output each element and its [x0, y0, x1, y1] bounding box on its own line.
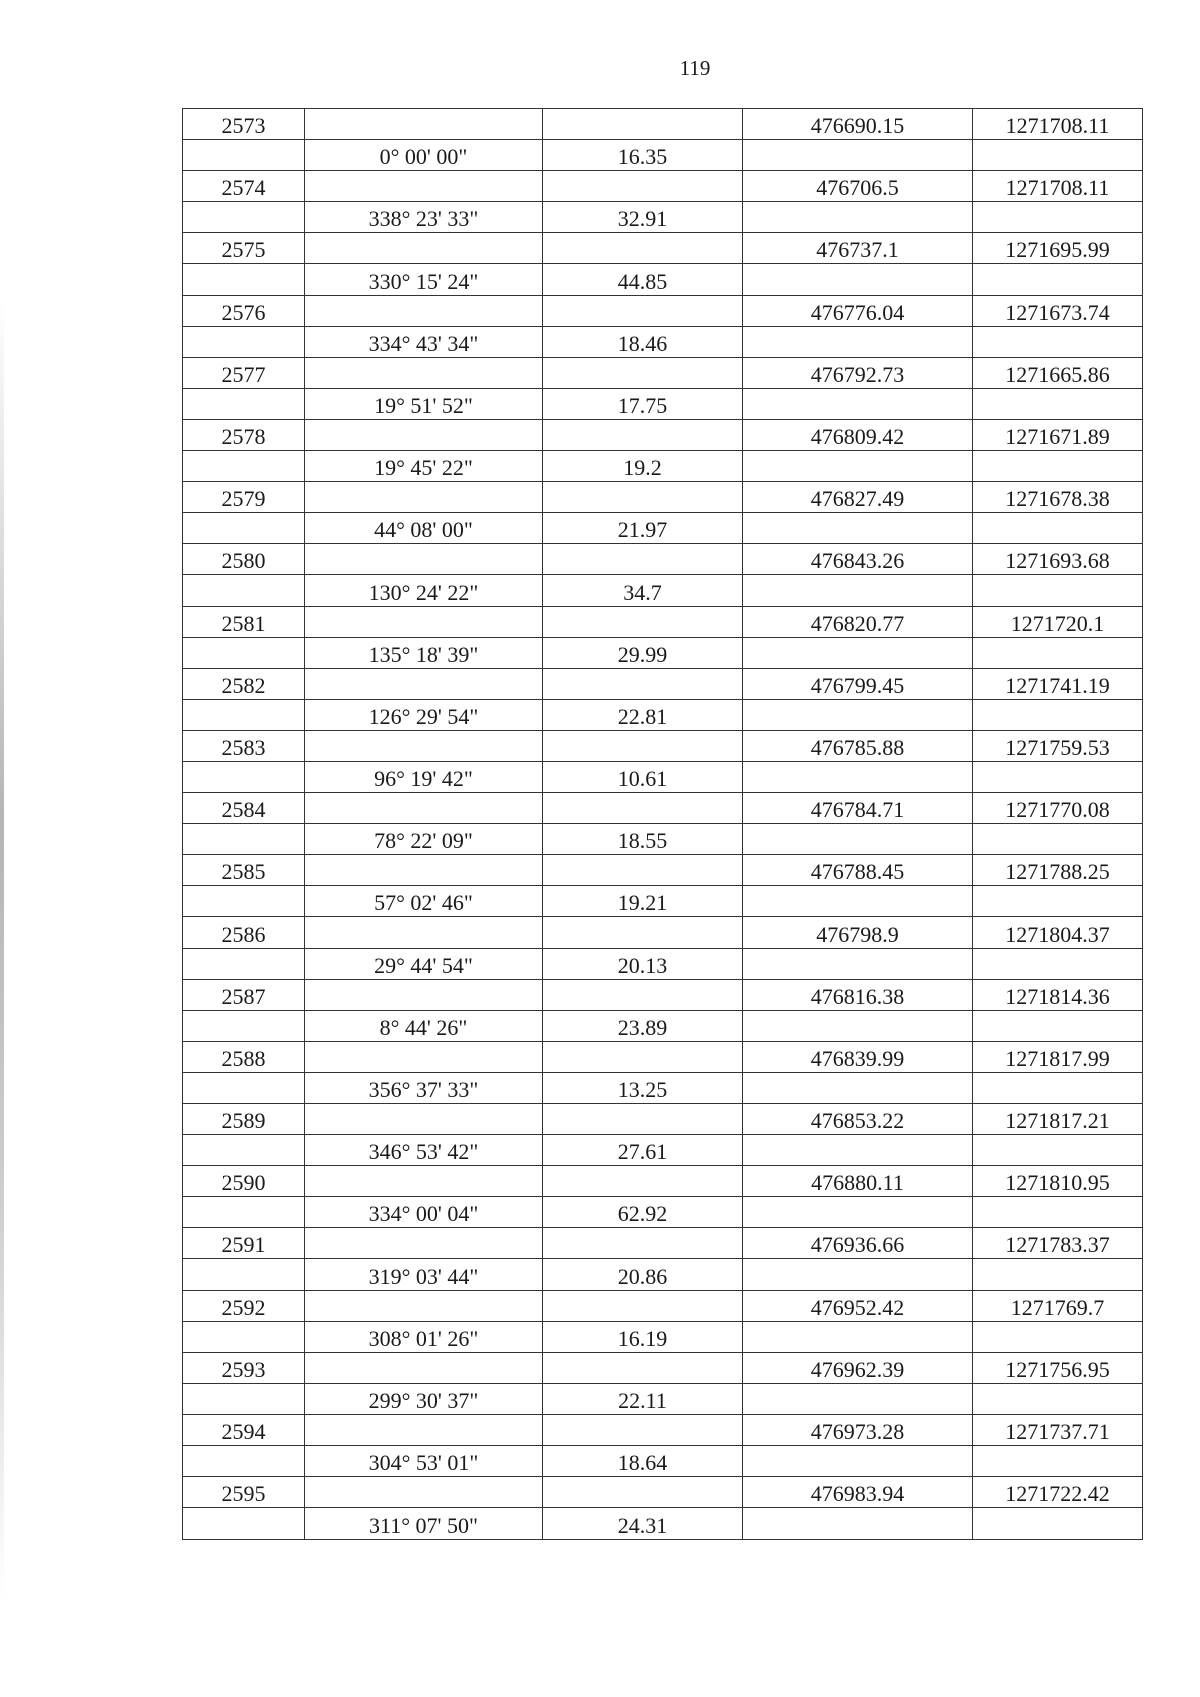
empty-cell	[183, 761, 305, 792]
empty-cell	[305, 668, 543, 699]
distance-cell: 16.35	[543, 140, 743, 171]
empty-cell	[973, 886, 1143, 917]
bearing-cell: 334° 43' 34"	[305, 326, 543, 357]
northing-cell: 476792.73	[743, 357, 973, 388]
traverse-row	[183, 513, 1143, 544]
empty-cell	[183, 140, 305, 171]
empty-cell	[305, 1290, 543, 1321]
empty-cell	[543, 1414, 743, 1445]
empty-cell	[973, 1197, 1143, 1228]
northing-cell: 476853.22	[743, 1104, 973, 1135]
empty-cell	[183, 1508, 305, 1540]
empty-cell	[973, 326, 1143, 357]
scan-edge-shadow	[0, 300, 4, 1600]
empty-cell	[973, 1383, 1143, 1414]
station-row	[183, 1414, 1143, 1445]
station-row	[183, 171, 1143, 202]
empty-cell	[743, 699, 973, 730]
bearing-cell: 8° 44' 26"	[305, 1010, 543, 1041]
empty-cell	[305, 171, 543, 202]
northing-cell: 476776.04	[743, 295, 973, 326]
station-row	[183, 1352, 1143, 1383]
empty-cell	[543, 1477, 743, 1508]
empty-cell	[183, 1259, 305, 1290]
station-cell: 2595	[183, 1477, 305, 1508]
empty-cell	[743, 513, 973, 544]
empty-cell	[543, 357, 743, 388]
traverse-row	[183, 699, 1143, 730]
empty-cell	[305, 1104, 543, 1135]
empty-cell	[743, 1197, 973, 1228]
station-row	[183, 544, 1143, 575]
distance-cell: 10.61	[543, 761, 743, 792]
easting-cell: 1271678.38	[973, 482, 1143, 513]
empty-cell	[183, 388, 305, 419]
traverse-row	[183, 264, 1143, 295]
empty-cell	[973, 575, 1143, 606]
easting-cell: 1271737.71	[973, 1414, 1143, 1445]
traverse-row	[183, 388, 1143, 419]
distance-cell: 32.91	[543, 202, 743, 233]
northing-cell: 476936.66	[743, 1228, 973, 1259]
northing-cell: 476839.99	[743, 1041, 973, 1072]
northing-cell: 476827.49	[743, 482, 973, 513]
empty-cell	[743, 1259, 973, 1290]
easting-cell: 1271708.11	[973, 171, 1143, 202]
empty-cell	[183, 1010, 305, 1041]
empty-cell	[743, 1135, 973, 1166]
empty-cell	[305, 1352, 543, 1383]
empty-cell	[973, 140, 1143, 171]
bearing-cell: 0° 00' 00"	[305, 140, 543, 171]
distance-cell: 19.2	[543, 451, 743, 482]
empty-cell	[973, 264, 1143, 295]
easting-cell: 1271814.36	[973, 979, 1143, 1010]
table-body	[183, 109, 1143, 1540]
bearing-cell: 57° 02' 46"	[305, 886, 543, 917]
empty-cell	[973, 948, 1143, 979]
empty-cell	[305, 979, 543, 1010]
empty-cell	[973, 513, 1143, 544]
station-row	[183, 979, 1143, 1010]
empty-cell	[183, 948, 305, 979]
distance-cell: 13.25	[543, 1072, 743, 1103]
bearing-cell: 29° 44' 54"	[305, 948, 543, 979]
northing-cell: 476880.11	[743, 1166, 973, 1197]
empty-cell	[543, 482, 743, 513]
empty-cell	[973, 637, 1143, 668]
empty-cell	[543, 1228, 743, 1259]
easting-cell: 1271756.95	[973, 1352, 1143, 1383]
empty-cell	[183, 1197, 305, 1228]
northing-cell: 476785.88	[743, 730, 973, 761]
traverse-row	[183, 761, 1143, 792]
bearing-cell: 334° 00' 04"	[305, 1197, 543, 1228]
easting-cell: 1271741.19	[973, 668, 1143, 699]
traverse-row	[183, 1508, 1143, 1540]
empty-cell	[743, 637, 973, 668]
empty-cell	[305, 1166, 543, 1197]
empty-cell	[543, 544, 743, 575]
traverse-row	[183, 1197, 1143, 1228]
easting-cell: 1271769.7	[973, 1290, 1143, 1321]
empty-cell	[743, 886, 973, 917]
traverse-row	[183, 1321, 1143, 1352]
empty-cell	[305, 419, 543, 450]
station-cell: 2579	[183, 482, 305, 513]
empty-cell	[543, 1041, 743, 1072]
empty-cell	[743, 575, 973, 606]
northing-cell: 476809.42	[743, 419, 973, 450]
northing-cell: 476962.39	[743, 1352, 973, 1383]
distance-cell: 18.64	[543, 1446, 743, 1477]
traverse-row	[183, 1135, 1143, 1166]
empty-cell	[743, 1072, 973, 1103]
station-cell: 2577	[183, 357, 305, 388]
station-row	[183, 233, 1143, 264]
empty-cell	[183, 1135, 305, 1166]
empty-cell	[543, 917, 743, 948]
empty-cell	[305, 1228, 543, 1259]
empty-cell	[743, 1446, 973, 1477]
station-row	[183, 917, 1143, 948]
empty-cell	[543, 171, 743, 202]
bearing-cell: 19° 45' 22"	[305, 451, 543, 482]
traverse-row	[183, 326, 1143, 357]
empty-cell	[183, 824, 305, 855]
empty-cell	[543, 233, 743, 264]
station-row	[183, 482, 1143, 513]
bearing-cell: 96° 19' 42"	[305, 761, 543, 792]
station-row	[183, 668, 1143, 699]
empty-cell	[743, 824, 973, 855]
station-row	[183, 1104, 1143, 1135]
empty-cell	[743, 1010, 973, 1041]
empty-cell	[973, 1446, 1143, 1477]
distance-cell: 17.75	[543, 388, 743, 419]
empty-cell	[183, 326, 305, 357]
northing-cell: 476799.45	[743, 668, 973, 699]
empty-cell	[305, 544, 543, 575]
easting-cell: 1271788.25	[973, 855, 1143, 886]
traverse-row	[183, 948, 1143, 979]
empty-cell	[543, 419, 743, 450]
traverse-row	[183, 575, 1143, 606]
distance-cell: 27.61	[543, 1135, 743, 1166]
northing-cell: 476784.71	[743, 793, 973, 824]
empty-cell	[305, 917, 543, 948]
empty-cell	[973, 202, 1143, 233]
station-row	[183, 357, 1143, 388]
empty-cell	[743, 202, 973, 233]
easting-cell: 1271671.89	[973, 419, 1143, 450]
empty-cell	[743, 388, 973, 419]
station-cell: 2581	[183, 606, 305, 637]
traverse-row	[183, 637, 1143, 668]
distance-cell: 29.99	[543, 637, 743, 668]
empty-cell	[543, 606, 743, 637]
station-cell: 2594	[183, 1414, 305, 1445]
distance-cell: 18.46	[543, 326, 743, 357]
distance-cell: 23.89	[543, 1010, 743, 1041]
station-cell: 2583	[183, 730, 305, 761]
northing-cell: 476798.9	[743, 917, 973, 948]
easting-cell: 1271810.95	[973, 1166, 1143, 1197]
station-cell: 2575	[183, 233, 305, 264]
empty-cell	[305, 1041, 543, 1072]
easting-cell: 1271770.08	[973, 793, 1143, 824]
empty-cell	[973, 1259, 1143, 1290]
easting-cell: 1271665.86	[973, 357, 1143, 388]
bearing-cell: 356° 37' 33"	[305, 1072, 543, 1103]
traverse-row	[183, 1072, 1143, 1103]
empty-cell	[183, 451, 305, 482]
station-cell: 2593	[183, 1352, 305, 1383]
station-cell: 2587	[183, 979, 305, 1010]
easting-cell: 1271673.74	[973, 295, 1143, 326]
empty-cell	[543, 1290, 743, 1321]
station-row	[183, 1290, 1143, 1321]
traverse-row	[183, 1383, 1143, 1414]
distance-cell: 16.19	[543, 1321, 743, 1352]
easting-cell: 1271783.37	[973, 1228, 1143, 1259]
distance-cell: 34.7	[543, 575, 743, 606]
empty-cell	[183, 637, 305, 668]
empty-cell	[973, 824, 1143, 855]
distance-cell: 18.55	[543, 824, 743, 855]
empty-cell	[743, 948, 973, 979]
station-cell: 2592	[183, 1290, 305, 1321]
empty-cell	[305, 482, 543, 513]
distance-cell: 21.97	[543, 513, 743, 544]
empty-cell	[543, 855, 743, 886]
bearing-cell: 299° 30' 37"	[305, 1383, 543, 1414]
station-cell: 2580	[183, 544, 305, 575]
bearing-cell: 126° 29' 54"	[305, 699, 543, 730]
northing-cell: 476973.28	[743, 1414, 973, 1445]
distance-cell: 62.92	[543, 1197, 743, 1228]
distance-cell: 20.13	[543, 948, 743, 979]
empty-cell	[183, 202, 305, 233]
station-cell: 2591	[183, 1228, 305, 1259]
empty-cell	[973, 1072, 1143, 1103]
empty-cell	[543, 1166, 743, 1197]
empty-cell	[743, 140, 973, 171]
empty-cell	[305, 855, 543, 886]
easting-cell: 1271722.42	[973, 1477, 1143, 1508]
empty-cell	[305, 295, 543, 326]
survey-coordinate-table	[182, 108, 1143, 1540]
bearing-cell: 319° 03' 44"	[305, 1259, 543, 1290]
empty-cell	[183, 699, 305, 730]
easting-cell: 1271759.53	[973, 730, 1143, 761]
empty-cell	[305, 1477, 543, 1508]
empty-cell	[183, 1383, 305, 1414]
empty-cell	[543, 730, 743, 761]
bearing-cell: 44° 08' 00"	[305, 513, 543, 544]
distance-cell: 19.21	[543, 886, 743, 917]
station-cell: 2574	[183, 171, 305, 202]
traverse-row	[183, 451, 1143, 482]
easting-cell: 1271817.99	[973, 1041, 1143, 1072]
northing-cell: 476690.15	[743, 109, 973, 140]
empty-cell	[183, 264, 305, 295]
distance-cell: 44.85	[543, 264, 743, 295]
empty-cell	[743, 761, 973, 792]
station-cell: 2576	[183, 295, 305, 326]
distance-cell: 24.31	[543, 1508, 743, 1540]
page-number: 119	[679, 56, 711, 80]
bearing-cell: 135° 18' 39"	[305, 637, 543, 668]
easting-cell: 1271804.37	[973, 917, 1143, 948]
station-row	[183, 1477, 1143, 1508]
station-row	[183, 730, 1143, 761]
northing-cell: 476983.94	[743, 1477, 973, 1508]
empty-cell	[973, 1135, 1143, 1166]
empty-cell	[973, 1321, 1143, 1352]
station-row	[183, 1041, 1143, 1072]
northing-cell: 476820.77	[743, 606, 973, 637]
empty-cell	[973, 1508, 1143, 1540]
distance-cell: 20.86	[543, 1259, 743, 1290]
empty-cell	[743, 1383, 973, 1414]
easting-cell: 1271708.11	[973, 109, 1143, 140]
empty-cell	[543, 295, 743, 326]
bearing-cell: 346° 53' 42"	[305, 1135, 543, 1166]
bearing-cell: 304° 53' 01"	[305, 1446, 543, 1477]
empty-cell	[183, 886, 305, 917]
empty-cell	[543, 668, 743, 699]
easting-cell: 1271817.21	[973, 1104, 1143, 1135]
station-cell: 2585	[183, 855, 305, 886]
empty-cell	[305, 730, 543, 761]
northing-cell: 476788.45	[743, 855, 973, 886]
station-row	[183, 855, 1143, 886]
northing-cell: 476843.26	[743, 544, 973, 575]
empty-cell	[973, 761, 1143, 792]
station-cell: 2573	[183, 109, 305, 140]
empty-cell	[743, 264, 973, 295]
bearing-cell: 311° 07' 50"	[305, 1508, 543, 1540]
empty-cell	[743, 1508, 973, 1540]
empty-cell	[305, 793, 543, 824]
bearing-cell: 19° 51' 52"	[305, 388, 543, 419]
station-row	[183, 295, 1143, 326]
easting-cell: 1271720.1	[973, 606, 1143, 637]
bearing-cell: 308° 01' 26"	[305, 1321, 543, 1352]
empty-cell	[305, 233, 543, 264]
station-cell: 2582	[183, 668, 305, 699]
northing-cell: 476816.38	[743, 979, 973, 1010]
empty-cell	[543, 109, 743, 140]
distance-cell: 22.11	[543, 1383, 743, 1414]
traverse-row	[183, 1010, 1143, 1041]
empty-cell	[543, 979, 743, 1010]
empty-cell	[183, 1446, 305, 1477]
bearing-cell: 78° 22' 09"	[305, 824, 543, 855]
empty-cell	[973, 699, 1143, 730]
traverse-row	[183, 886, 1143, 917]
easting-cell: 1271695.99	[973, 233, 1143, 264]
easting-cell: 1271693.68	[973, 544, 1143, 575]
bearing-cell: 330° 15' 24"	[305, 264, 543, 295]
station-row	[183, 1166, 1143, 1197]
station-cell: 2578	[183, 419, 305, 450]
station-row	[183, 109, 1143, 140]
traverse-row	[183, 140, 1143, 171]
empty-cell	[743, 451, 973, 482]
station-row	[183, 1228, 1143, 1259]
station-cell: 2589	[183, 1104, 305, 1135]
empty-cell	[183, 513, 305, 544]
empty-cell	[743, 1321, 973, 1352]
empty-cell	[183, 1072, 305, 1103]
empty-cell	[973, 388, 1143, 419]
northing-cell: 476952.42	[743, 1290, 973, 1321]
station-cell: 2584	[183, 793, 305, 824]
empty-cell	[543, 793, 743, 824]
station-row	[183, 606, 1143, 637]
station-cell: 2590	[183, 1166, 305, 1197]
traverse-row	[183, 202, 1143, 233]
empty-cell	[305, 1414, 543, 1445]
empty-cell	[183, 1321, 305, 1352]
empty-cell	[973, 451, 1143, 482]
northing-cell: 476737.1	[743, 233, 973, 264]
empty-cell	[973, 1010, 1143, 1041]
empty-cell	[305, 109, 543, 140]
traverse-row	[183, 1259, 1143, 1290]
bearing-cell: 338° 23' 33"	[305, 202, 543, 233]
station-cell: 2588	[183, 1041, 305, 1072]
empty-cell	[543, 1352, 743, 1383]
station-row	[183, 419, 1143, 450]
station-cell: 2586	[183, 917, 305, 948]
bearing-cell: 130° 24' 22"	[305, 575, 543, 606]
distance-cell: 22.81	[543, 699, 743, 730]
traverse-row	[183, 1446, 1143, 1477]
empty-cell	[305, 357, 543, 388]
northing-cell: 476706.5	[743, 171, 973, 202]
empty-cell	[743, 326, 973, 357]
empty-cell	[543, 1104, 743, 1135]
empty-cell	[305, 606, 543, 637]
traverse-row	[183, 824, 1143, 855]
empty-cell	[183, 575, 305, 606]
station-row	[183, 793, 1143, 824]
